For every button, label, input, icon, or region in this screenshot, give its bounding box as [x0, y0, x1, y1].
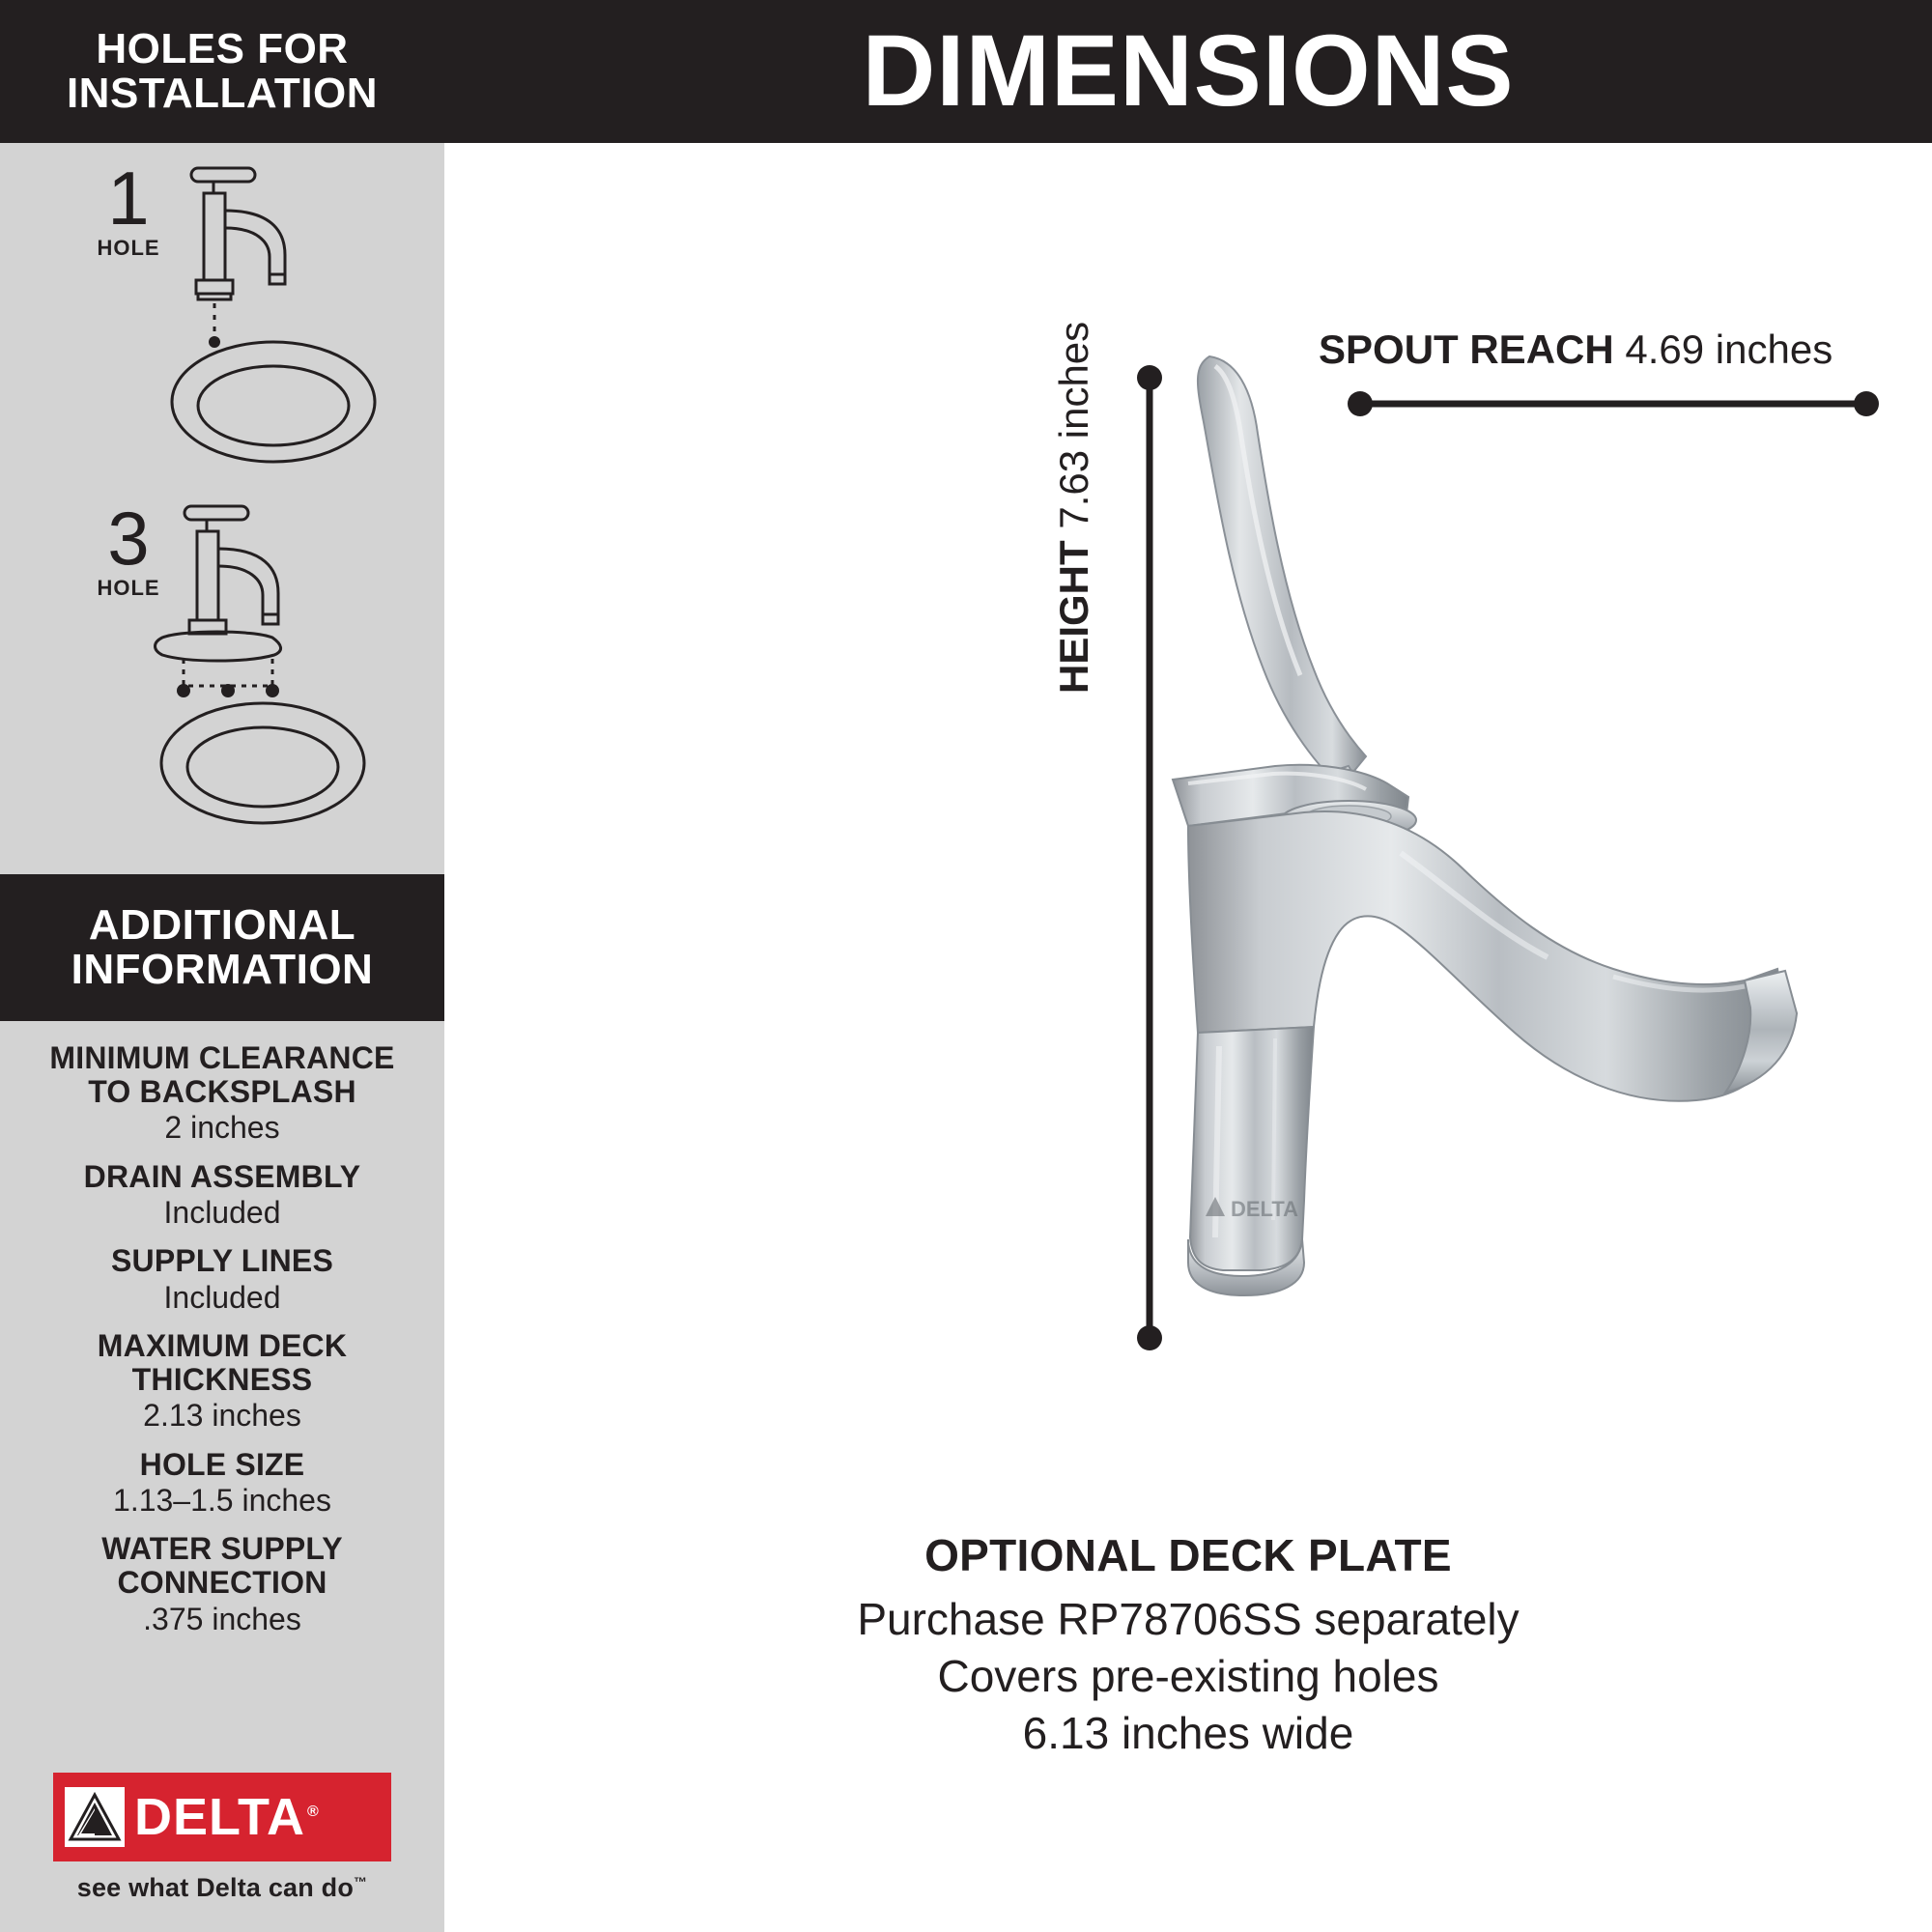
hole-option-1-unit: HOLE — [97, 236, 160, 261]
height-term: HEIGHT — [1051, 540, 1096, 694]
height-value: 7.63 inches — [1051, 321, 1096, 529]
deck-plate-line-1: Purchase RP78706SS separately — [857, 1594, 1520, 1644]
spout-reach-value: 4.69 inches — [1625, 327, 1833, 372]
info-value: 2.13 inches — [143, 1398, 301, 1434]
trademark-mark: ™ — [354, 1874, 368, 1889]
dimensions-header — [444, 0, 1932, 143]
info-term-line-1: DRAIN ASSEMBLY — [83, 1158, 361, 1194]
info-item-supply-lines — [0, 1244, 444, 1316]
info-term-line-1: HOLE SIZE — [139, 1446, 305, 1482]
height-label — [1051, 322, 1097, 694]
hole-option-1-label — [75, 156, 182, 261]
three-hole-faucet-icon — [145, 493, 391, 855]
hole-option-1-count: 1 — [107, 156, 150, 241]
info-item-maximum-deck-thickness — [0, 1329, 444, 1435]
info-value: 2 inches — [164, 1110, 280, 1146]
delta-logo-badge — [53, 1773, 391, 1861]
optional-deck-plate-note — [444, 1529, 1932, 1762]
info-term-line-1: WATER SUPPLY — [101, 1531, 343, 1567]
info-item-minimum-clearance — [0, 1041, 444, 1147]
info-item-hole-size — [0, 1448, 444, 1520]
single-hole-faucet-icon — [169, 153, 391, 471]
info-value: Included — [163, 1279, 281, 1315]
holes-heading-line-2: INSTALLATION — [66, 70, 379, 117]
info-term-line-1: SUPPLY LINES — [110, 1243, 334, 1279]
info-term-line-2: TO BACKSPLASH — [88, 1074, 356, 1110]
hole-option-3-unit: HOLE — [97, 576, 160, 601]
info-value: 1.13–1.5 inches — [113, 1482, 331, 1518]
svg-text:DELTA: DELTA — [1231, 1197, 1299, 1221]
info-term-line-2: CONNECTION — [117, 1565, 327, 1601]
holes-for-installation-heading — [0, 0, 444, 143]
info-term-line-1: MINIMUM CLEARANCE — [49, 1040, 395, 1075]
hole-option-3-count: 3 — [107, 496, 150, 581]
delta-triangle-icon — [65, 1787, 125, 1847]
hole-option-1 — [0, 153, 444, 481]
delta-wordmark: DELTA ® — [134, 1788, 320, 1846]
hole-option-3 — [0, 493, 444, 860]
additional-information-heading — [0, 874, 444, 1021]
additional-heading-line-2: INFORMATION — [71, 946, 374, 993]
deck-plate-title: OPTIONAL DECK PLATE — [924, 1530, 1452, 1580]
additional-heading-line-1: ADDITIONAL — [88, 900, 356, 949]
info-value: Included — [163, 1194, 281, 1230]
sidebar — [0, 0, 444, 1932]
holes-heading-line-1: HOLES FOR — [96, 24, 349, 72]
info-term-line-1: MAXIMUM DECK — [97, 1327, 348, 1363]
info-item-water-supply-connection — [0, 1532, 444, 1637]
info-term-line-2: THICKNESS — [131, 1362, 313, 1398]
additional-information-list — [0, 1041, 444, 1651]
dimensions-diagram — [444, 143, 1932, 1932]
faucet-product-image — [1159, 351, 1932, 1346]
registered-mark: ® — [306, 1804, 320, 1820]
deck-plate-line-3: 6.13 inches wide — [1022, 1707, 1354, 1758]
page-title: DIMENSIONS — [862, 14, 1515, 128]
info-value: .375 inches — [143, 1601, 301, 1636]
spout-reach-term: SPOUT REACH — [1319, 327, 1614, 372]
delta-logo — [53, 1773, 391, 1903]
delta-tagline: see what Delta can do™ — [76, 1873, 368, 1902]
info-item-drain-assembly — [0, 1160, 444, 1232]
deck-plate-line-2: Covers pre-existing holes — [937, 1650, 1439, 1701]
